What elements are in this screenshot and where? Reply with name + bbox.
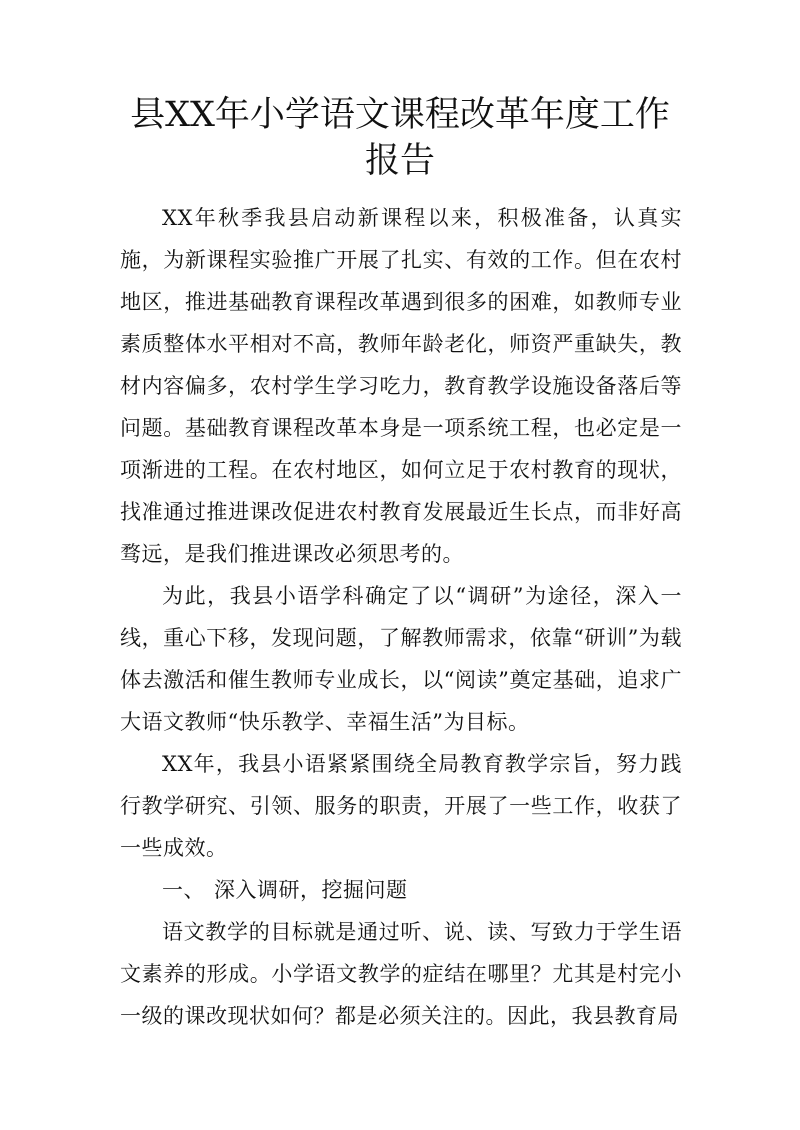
paragraph-1: XX年秋季我县启动新课程以来，积极准备，认真实施，为新课程实验推广开展了扎实、有效的工作。但在农村地区，推进基础教育课程改革遇到很多的困难，如教师专业素质整体水平相对不高，教师年龄老化，师资严重缺失，教材内容偏多，农村学生学习吃力，教育教学设施设备落后等问题。基础教育课程改革本身是一项系统工程，也必定是一项渐进的工程。在农村地区，如何立足于农村教育的现状，找准通过推进课改促进农村教育发展最近生长点，而非好高骛远，是我们推进课改必须思考的。 (120, 206, 682, 566)
document-body (120, 197, 682, 1037)
paragraph-3: XX年，我县小语紧紧围绕全局教育教学宗旨，努力践行教学研究、引领、服务的职责，开展了一些工作，收获了一些成效。 (120, 752, 682, 860)
section-title: 深入调研，挖掘问题 (214, 878, 408, 902)
section-number: 一、 (162, 878, 205, 902)
paragraph-2: 为此，我县小语学科确定了以“调研”为途径，深入一线，重心下移，发现问题，了解教师需求，依靠“研训”为载体去激活和催生教师专业成长，以“阅读”奠定基础，追求广大语文教师“快乐教学、幸福生活”为目标。 (120, 584, 682, 734)
document-title: 县XX年小学语文课程改革年度工作报告 (130, 95, 670, 181)
section-heading-1 (120, 869, 682, 911)
paragraph-4: 语文教学的目标就是通过听、说、读、写致力于学生语文素养的形成。小学语文教学的症结在哪里？尤其是村完小一级的课改现状如何？都是必须关注的。因此，我县教育局 (120, 920, 682, 1028)
